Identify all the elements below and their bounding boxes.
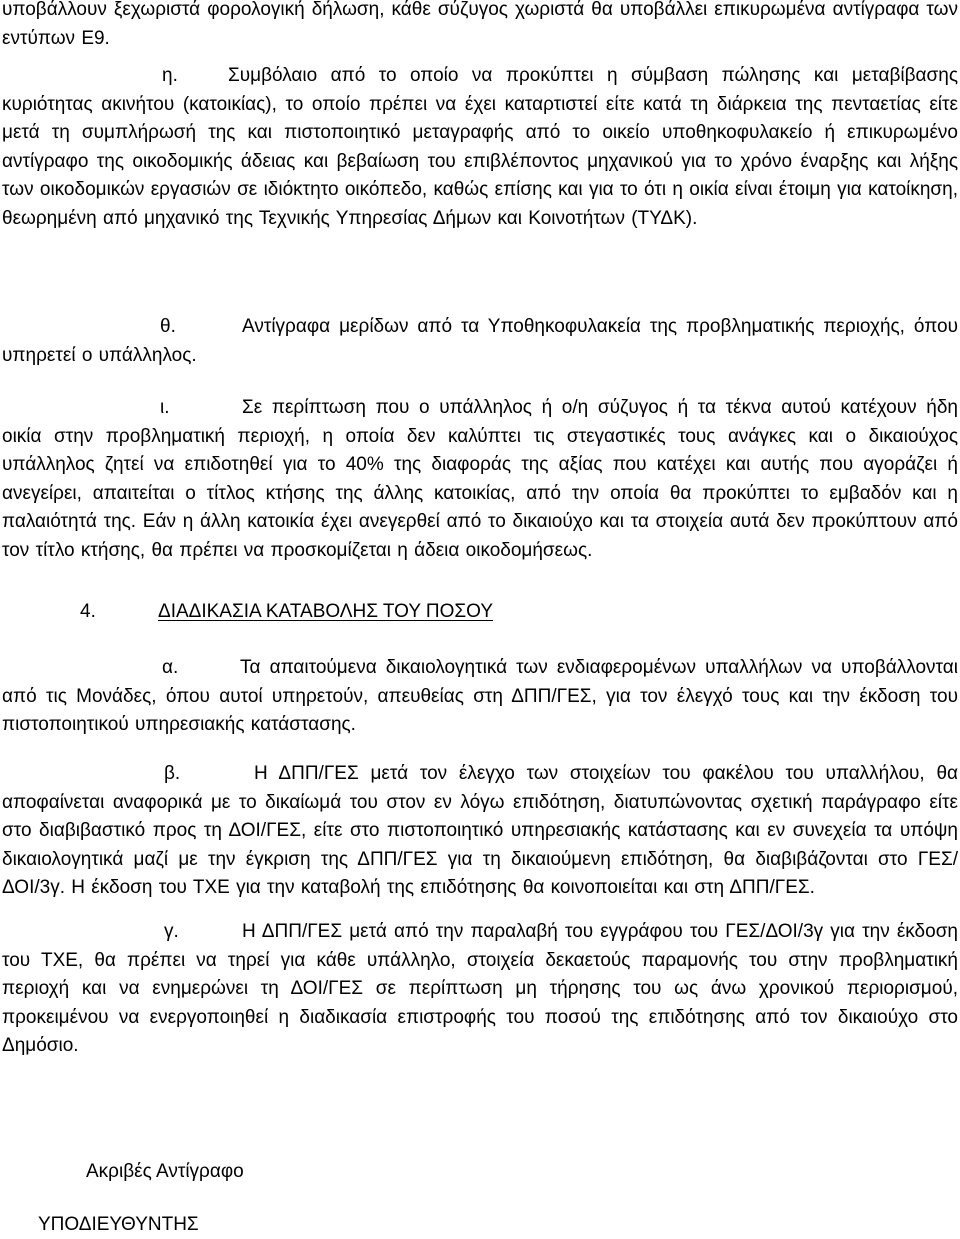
item-text: Η ΔΠΠ/ΓΕΣ μετά τον έλεγχο των στοιχείων του φακέλου του υπαλλήλου, θα αποφαίνεται αναφορικά με το δικαίωμά του στον εν λόγω επιδότηση, διατυπώνοντας σχετική παράγραφο είτε στο διαβιβαστικό προς τη ΔΟΙ/ΓΕΣ, είτε στο πιστοποιητικό υπηρεσιακής κατάστασης και εν συνεχεία τα υπόψη δικαιολογητικά μαζί με την έγκριση της ΔΠΠ/ΓΕΣ για τη δικαιούμενη επιδότηση, θα διαβιβάζονται στο ΓΕΣ/ΔΟΙ/3γ. Η έκδοση του ΤΧΕ για την καταβολή της επιδότησης θα κοινοποιείται και στη ΔΠΠ/ΓΕΣ. [2,763,958,898]
item-text: Σε περίπτωση που ο υπάλληλος ή ο/η σύζυγος ή τα τέκνα αυτού κατέχουν ήδη οικία στην προβληματική περιοχή, η οποία δεν καλύπτει τις στεγαστικές τους ανάγκες και ο δικαιούχος υπάλληλος ζητεί να επιδοτηθεί για το 40% της διαφοράς της αξίας που κατέχει και αυτής που αγοράζει ή ανεγείρει, απαιτείται ο τίτλος κτήσης της άλλης κατοικίας, από την οποία θα προκύπτει το εμβαδόν και η παλαιότητά της. Εάν η άλλη κατοικία έχει ανεγερθεί από το δικαιούχο και τα στοιχεία αυτά δεν προκύπτουν από τον τίτλο κτήσης, θα πρέπει να προσκομίζεται η άδεια οικοδομήσεως. [2,397,958,561]
section-title: ΔΙΑΔΙΚΑΣΙΑ ΚΑΤΑΒΟΛΗΣ ΤΟΥ ΠΟΣΟΥ [158,601,494,622]
item-theta [2,313,958,370]
item-beta [2,760,958,903]
item-alpha [2,654,958,740]
item-marker: ι. [160,397,170,418]
section-heading [80,598,493,626]
item-marker: β. [164,763,181,784]
item-text: Αντίγραφα μερίδων από τα Υποθηκοφυλακεία της προβληματικής περιοχής, όπου υπηρετεί ο υπάλληλος. [2,316,958,366]
item-marker: γ. [164,921,179,942]
item-text: Τα απαιτούμενα δικαιολογητικά των ενδιαφερομένων υπαλλήλων να υποβάλλονται από τις Μονάδες, όπου αυτοί υπηρετούν, απευθείας στη ΔΠΠ/ΓΕΣ, για τον έλεγχό τους και την έκδοση του πιστοποιητικού υπηρεσιακής κατάστασης. [2,657,958,735]
item-eta [2,62,958,233]
item-marker: θ. [160,316,176,337]
item-iota [2,394,958,565]
paragraph-text: υποβάλλουν ξεχωριστά φορολογική δήλωση, κάθε σύζυγος χωριστά θα υποβάλλει επικυρωμένα αντίγραφα των εντύπων Ε9. [2,0,958,49]
section-number: 4. [80,601,96,622]
item-marker: α. [162,657,179,678]
item-text: Συμβόλαιο από το οποίο να προκύπτει η σύμβαση πώλησης και μεταβίβασης κυριότητας ακινήτου (κατοικίας), το οποίο πρέπει να έχει καταρτιστεί είτε κατά τη διάρκεια της πενταετίας είτε μετά τη συμπλήρωσή της και πιστοποιητικό μεταγραφής από το οικείο υποθηκοφυλακείο ή επικυρωμένο αντίγραφο της οικοδομικής άδειας και βεβαίωση του επιβλέποντος μηχανικού για το χρόνο έναρξης και λήξης των οικοδομικών εργασιών σε ιδιόκτητο οικόπεδο, καθώς επίσης και για το ότι η οικία είναι έτοιμη για κατοίκηση, θεωρημένη από μηχανικό της Τεχνικής Υπηρεσίας Δήμων και Κοινοτήτων (ΤΥΔΚ). [2,65,958,229]
item-text: Η ΔΠΠ/ΓΕΣ μετά από την παραλαβή του εγγράφου του ΓΕΣ/ΔΟΙ/3γ για την έκδοση του ΤΧΕ, θα πρέπει να τηρεί για κάθε υπάλληλο, στοιχεία δεκαετούς παραμονής του στην προβληματική περιοχή και να ενημερώνει τη ΔΟΙ/ΓΕΣ σε περίπτωση μη τήρησης του ως άνω χρονικού περιορισμού, προκειμένου να ενεργοποιηθεί η διαδικασία επιστροφής του ποσού της επιδότησης από τον δικαιούχο στο Δημόσιο. [2,921,958,1056]
item-marker: η. [162,65,178,86]
item-gamma [2,918,958,1061]
signatory-title: ΥΠΟΔΙΕΥΘΥΝΤΗΣ [38,1214,199,1235]
paragraph-continuation [2,0,958,53]
certified-copy-label: Ακριβές Αντίγραφο [86,1161,244,1182]
